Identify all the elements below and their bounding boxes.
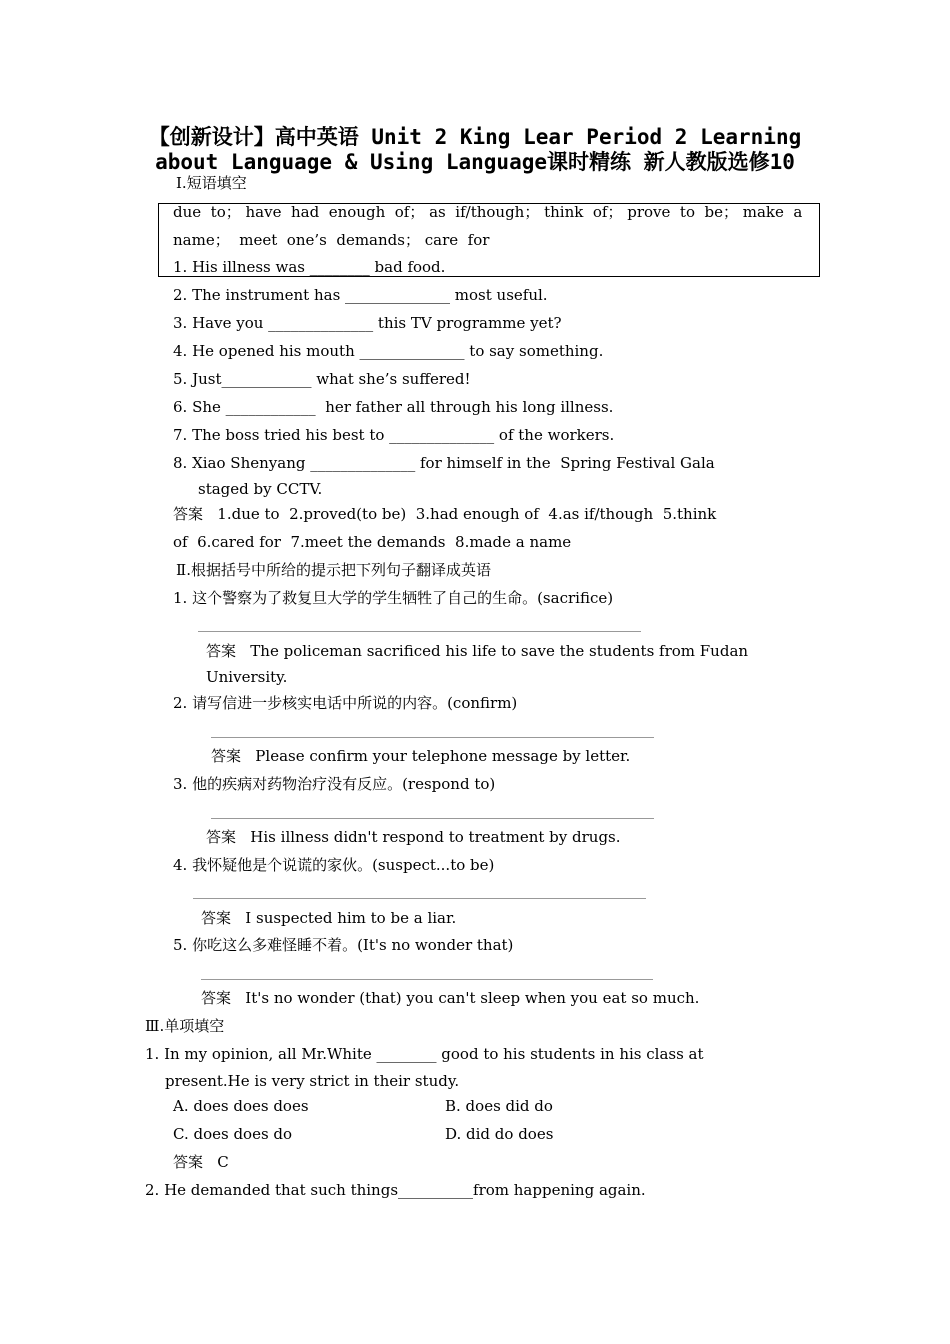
section-1-heading: Ⅰ.短语填空 — [176, 174, 247, 192]
translate-question-2: 2. 请写信进一步核实电话中所说的内容。(confirm) — [173, 694, 518, 712]
question-1-2: 2. The instrument has ______________ most useful. — [173, 286, 548, 304]
translate-question-3: 3. 他的疾病对药物治疗没有反应。(respond to) — [173, 775, 496, 793]
translate-question-1: 1. 这个警察为了救复旦大学的学生牺牲了自己的生命。(sacrifice) — [173, 589, 614, 607]
page-title-line-1: 【创新设计】高中英语 Unit 2 King Lear Period 2 Learning — [148, 125, 802, 149]
mc-answer-1: 答案 C — [173, 1153, 229, 1171]
section-2-heading: Ⅱ.根据括号中所给的提示把下列句子翻译成英语 — [176, 561, 491, 579]
answer-1-line-2: of 6.cared for 7.meet the demands 8.made a name — [173, 533, 572, 551]
mc-option-b: B. does did do — [445, 1097, 553, 1115]
translate-answer-3: 答案 His illness didn't respond to treatment by drugs. — [206, 828, 621, 846]
question-1-8: 8. Xiao Shenyang ______________ for himself in the Spring Festival Gala — [173, 454, 715, 472]
mc-question-1-cont: present.He is very strict in their study. — [165, 1072, 460, 1090]
mc-option-d: D. did do does — [445, 1125, 554, 1143]
translate-answer-1-cont: University. — [206, 668, 288, 686]
section-3-heading: Ⅲ.单项填空 — [145, 1017, 225, 1035]
translate-answer-5: 答案 It's no wonder (that) you can't sleep when you eat so much. — [201, 989, 700, 1007]
page-title-line-2: about Language & Using Language课时精练 新人教版选修10 — [155, 150, 795, 174]
answer-blank-4 — [193, 898, 646, 899]
answer-blank-3 — [211, 818, 654, 819]
translate-answer-2: 答案 Please confirm your telephone message by letter. — [211, 747, 631, 765]
question-1-6: 6. She ____________ her father all through his long illness. — [173, 398, 614, 416]
answer-blank-2 — [211, 737, 654, 738]
question-1-1: 1. His illness was ________ bad food. — [173, 258, 446, 276]
translate-question-5: 5. 你吃这么多难怪睡不着。(It's no wonder that) — [173, 936, 514, 954]
question-1-7: 7. The boss tried his best to ______________ of the workers. — [173, 426, 615, 444]
question-1-4: 4. He opened his mouth ______________ to say something. — [173, 342, 604, 360]
question-1-8-cont: staged by CCTV. — [198, 480, 323, 498]
translate-answer-4: 答案 I suspected him to be a liar. — [201, 909, 457, 927]
translate-answer-1: 答案 The policeman sacrificed his life to save the students from Fudan — [206, 642, 749, 660]
question-1-5: 5. Just____________ what she’s suffered! — [173, 370, 471, 388]
translate-question-4: 4. 我怀疑他是个说谎的家伙。(suspect...to be) — [173, 856, 495, 874]
mc-option-a: A. does does does — [173, 1097, 309, 1115]
answer-blank-1 — [198, 631, 641, 632]
mc-question-1: 1. In my opinion, all Mr.White ________ good to his students in his class at — [145, 1045, 704, 1063]
phrase-box-line-2: name； meet one’s demands； care for — [173, 231, 490, 249]
mc-option-c: C. does does do — [173, 1125, 293, 1143]
mc-question-2: 2. He demanded that such things__________from happening again. — [145, 1181, 646, 1199]
question-1-3: 3. Have you ______________ this TV programme yet? — [173, 314, 562, 332]
answer-1-line-1: 答案 1.due to 2.proved(to be) 3.had enough of 4.as if/though 5.think — [173, 505, 717, 523]
answer-blank-5 — [201, 979, 653, 980]
phrase-box-line-1: due to； have had enough of； as if/though； think of； prove to be； make a — [173, 203, 803, 221]
